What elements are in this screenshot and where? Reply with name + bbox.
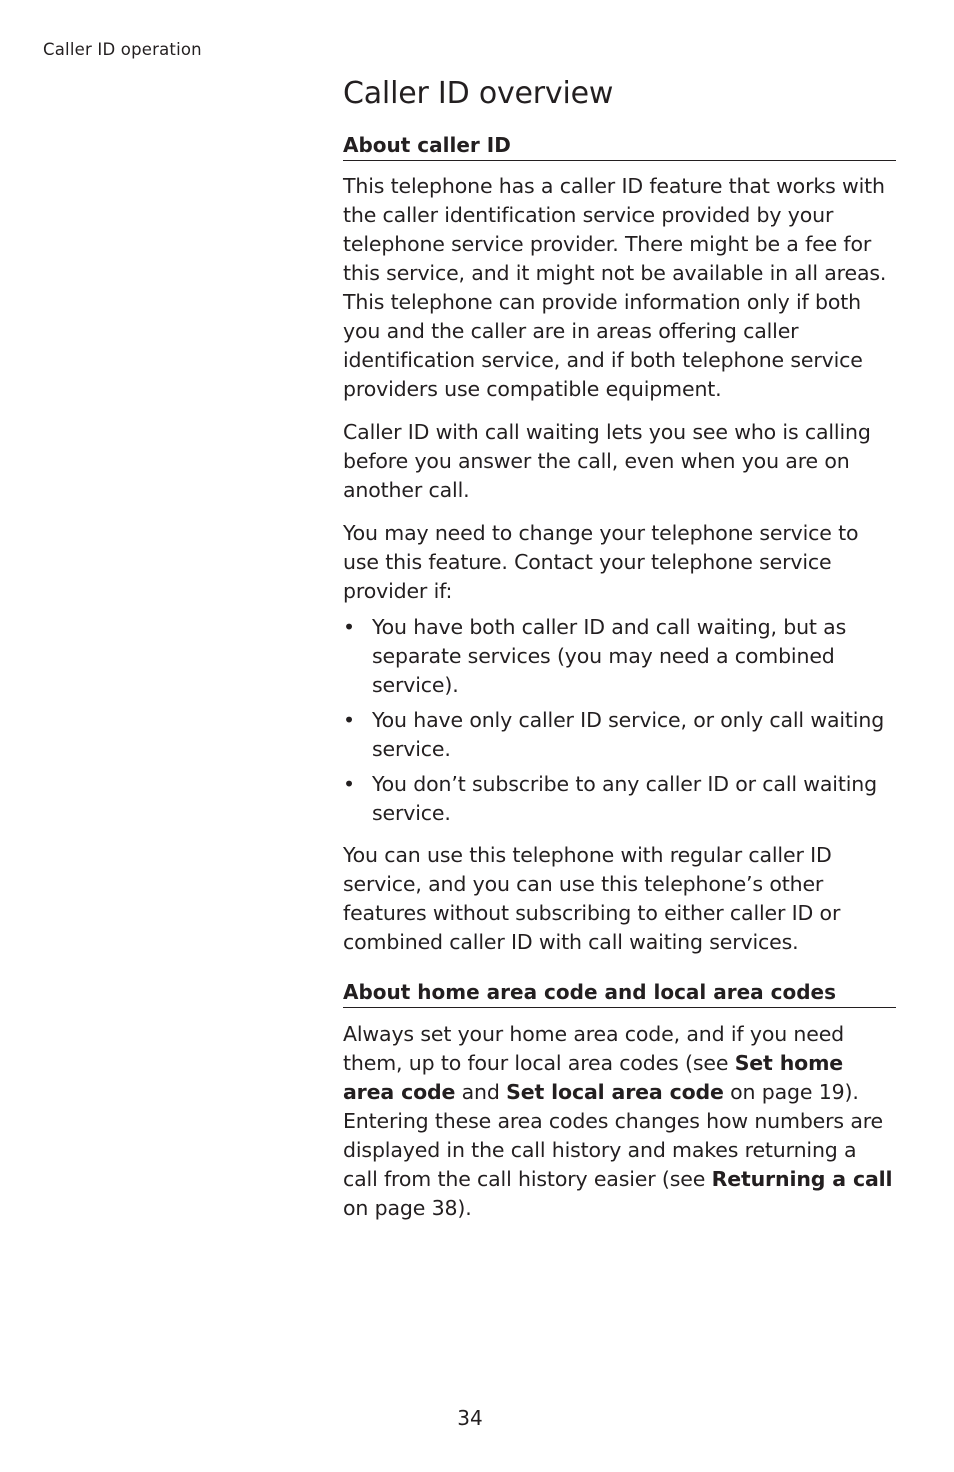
cross-reference-set-local-area-code: Set local area code <box>506 1080 724 1104</box>
paragraph <box>343 1020 896 1223</box>
cross-reference-set-home-area-code: Set home area code <box>343 1051 844 1104</box>
text-run: Always set your home area code, and if you need them, up to four local area codes (see <box>343 1022 845 1075</box>
bullet-marker: • <box>343 615 355 639</box>
main-content <box>343 74 896 1223</box>
page-title: Caller ID overview <box>343 76 614 111</box>
section-about-caller-id <box>343 131 896 957</box>
page-number: 34 <box>457 1406 483 1430</box>
bullet-marker: • <box>343 708 355 732</box>
running-header: Caller ID operation <box>43 40 202 59</box>
text-run: on page 19). Entering these area codes changes how numbers are displayed in the call history and makes returning a call from the call history easier (see <box>343 1080 884 1191</box>
bullet-marker: • <box>343 772 355 796</box>
paragraph: You can use this telephone with regular caller ID service, and you can use this telephone’s other features without subscribing to either caller ID or combined caller ID with call waiting services. <box>343 843 841 954</box>
bullet-list <box>343 613 896 828</box>
paragraph: You may need to change your telephone service to use this feature. Contact your telephone service provider if: <box>343 521 859 603</box>
list-item-text: You have only caller ID service, or only call waiting service. <box>372 708 885 761</box>
list-item <box>343 706 896 764</box>
cross-reference-returning-a-call: Returning a call <box>711 1167 893 1191</box>
list-item <box>343 770 896 828</box>
section-area-codes <box>343 978 896 1223</box>
text-run: and <box>455 1080 507 1104</box>
list-item-text: You don’t subscribe to any caller ID or call waiting service. <box>372 772 877 825</box>
section-heading: About caller ID <box>343 131 896 161</box>
list-item <box>343 613 896 700</box>
list-item-text: You have both caller ID and call waiting, but as separate services (you may need a combined service). <box>372 615 847 697</box>
paragraph: Caller ID with call waiting lets you see who is calling before you answer the call, even when you are on another call. <box>343 420 871 502</box>
section-heading: About home area code and local area codes <box>343 978 896 1008</box>
text-run: on page 38). <box>343 1196 472 1220</box>
paragraph: This telephone has a caller ID feature that works with the caller identification service provided by your telephone service provider. There might be a fee for this service, and it might not be available in all areas. This telephone can provide information only if both you and the caller are in areas offering caller identification service, and if both telephone service providers use compatible equipment. <box>343 174 887 401</box>
